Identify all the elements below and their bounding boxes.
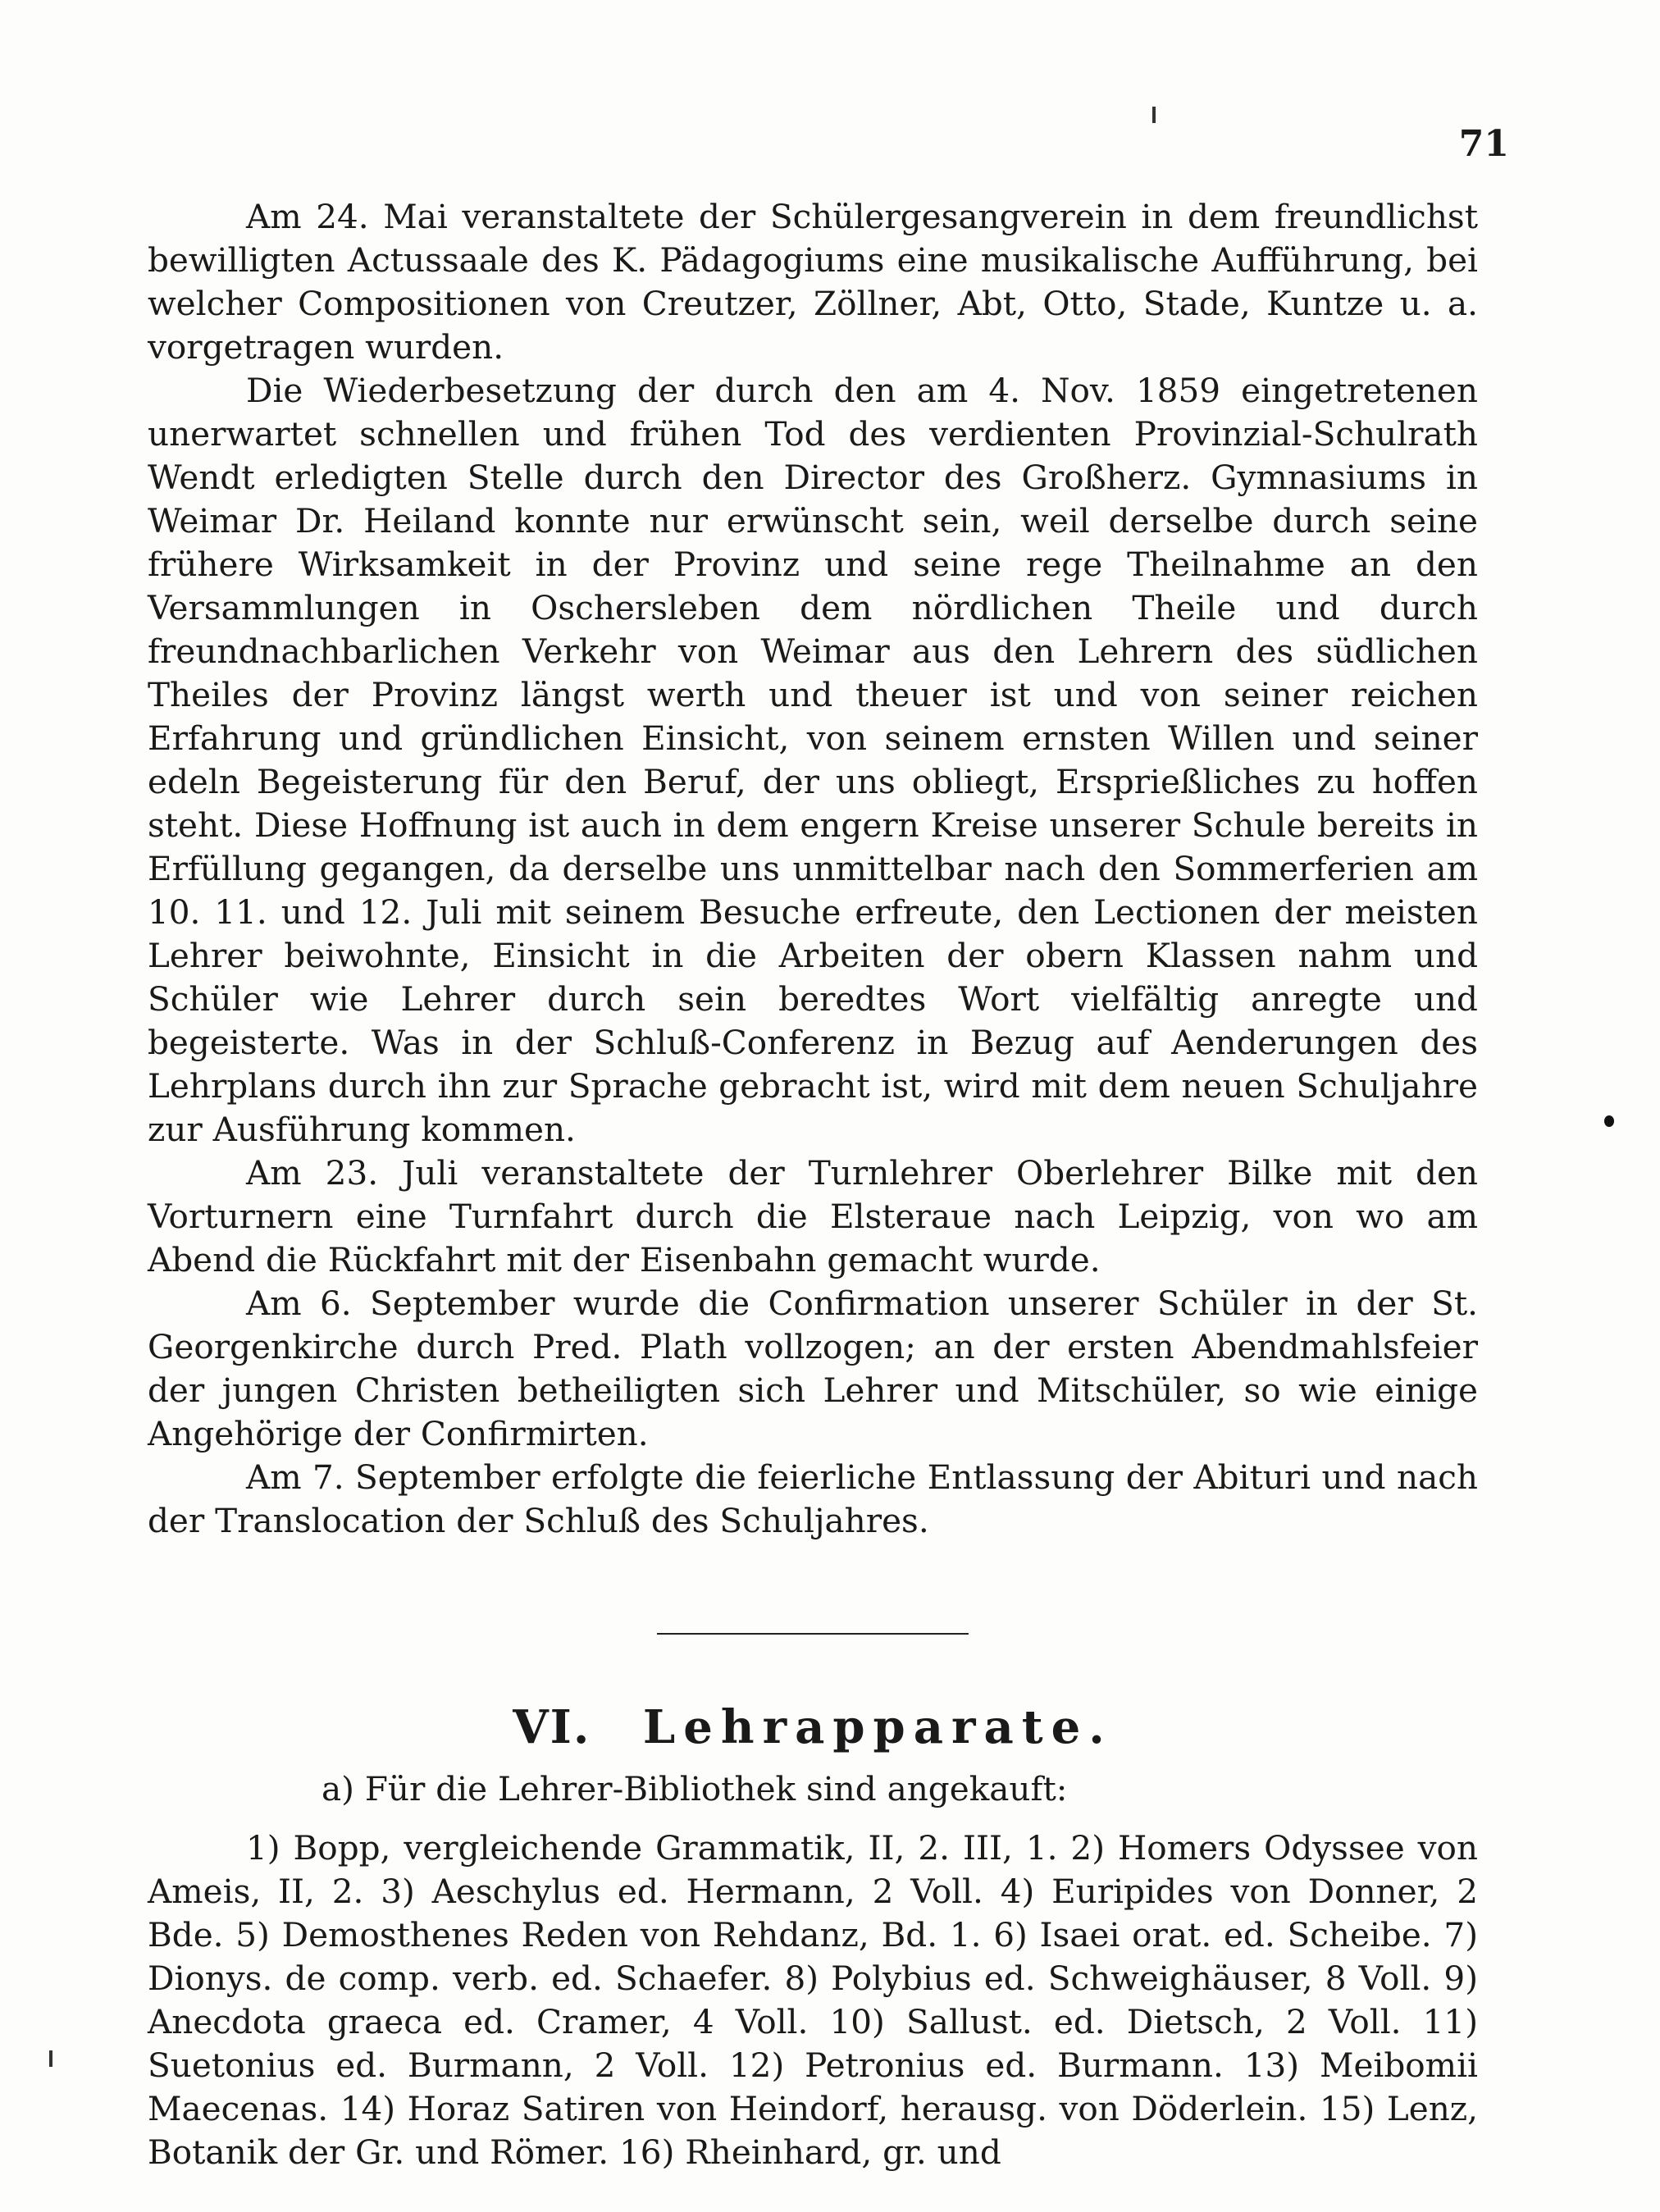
ink-mark-bottom	[49, 2050, 52, 2067]
section-divider	[657, 1633, 969, 1635]
ink-spot	[1604, 1115, 1614, 1127]
paragraph-appointment: Die Wiederbesetzung der durch den am 4. Nov. 1859 eingetretenen unerwartet schnellen und frühen Tod des verdienten Provinzial-Schulrath Wendt erledigten Stelle durch den Director des Großherz. Gymnasiums in Weimar Dr. Heiland konnte nur erwünscht sein, weil derselbe durch seine frühere Wirksamkeit in der Provinz und seine rege Theilnahme an den Versammlungen in Oschersleben dem nördlichen Theile und durch freundnachbarlichen Verkehr von Weimar aus den Lehrern des südlichen Theiles der Provinz längst werth und theuer ist und von seiner reichen Erfahrung und gründlichen Einsicht, von seinem ernsten Willen und seiner edeln Begeisterung für den Beruf, der uns obliegt, Ersprießliches zu hoffen steht. Diese Hoffnung ist auch in dem engern Kreise unserer Schule bereits in Erfüllung gegangen, da derselbe uns unmittelbar nach den Sommerferien am 10. 11. und 12. Juli mit seinem Besuche erfreute, den Lectionen der meisten Lehrer beiwohnte, Einsicht in die Arbeiten der obern Klassen nahm und Schüler wie Lehrer durch sein beredtes Wort vielfältig anregte und begeisterte. Was in der Schluß-Conferenz in Bezug auf Aenderungen des Lehrplans durch ihn zur Sprache gebracht ist, wird mit dem neuen Schuljahre zur Ausführung kommen.	[148, 371, 1478, 1149]
paragraph-gymnastics-trip: Am 23. Juli veranstaltete der Turnlehrer Oberlehrer Bilke mit den Vorturnern eine Turnfahrt durch die Elsteraue nach Leipzig, von wo am Abend die Rückfahrt mit der Eisenbahn gemacht wurde.	[148, 1153, 1478, 1279]
ink-mark-top	[1152, 107, 1156, 123]
page-content	[148, 195, 1478, 2174]
page-number: 71	[1458, 123, 1509, 165]
acquisitions-list: 1) Bopp, vergleichende Grammatik, II, 2. III, 1. 2) Homers Odyssee von Ameis, II, 2. 3) Aeschylus ed. Hermann, 2 Voll. 4) Euripides von Donner, 2 Bde. 5) Demosthenes Reden von Rehdanz, Bd. 1. 6) Isaei orat. ed. Scheibe. 7) Dionys. de comp. verb. ed. Schaefer. 8) Polybius ed. Schweighäuser, 8 Voll. 9) Anecdota graeca ed. Cramer, 4 Voll. 10) Sallust. ed. Dietsch, 2 Voll. 11) Suetonius ed. Burmann, 2 Voll. 12) Petronius ed. Burmann. 13) Meibomii Maecenas. 14) Horaz Satiren von Heindorf, herausg. von Döderlein. 15) Lenz, Botanik der Gr. und Römer. 16) Rheinhard, gr. und	[148, 1828, 1478, 2172]
section-title: Lehrapparate.	[642, 1700, 1113, 1754]
section-numeral: VI.	[513, 1700, 591, 1754]
paragraph-concert: Am 24. Mai veranstaltete der Schülergesangverein in dem freundlichst bewilligten Actussaale des K. Pädagogiums eine musikalische Aufführung, bei welcher Compositionen von Creutzer, Zöllner, Abt, Otto, Stade, Kuntze u. a. vorgetragen wurden.	[148, 197, 1478, 367]
paragraph-confirmation: Am 6. September wurde die Confirmation unserer Schüler in der St. Georgenkirche durch Pred. Plath vollzogen; an der ersten Abendmahlsfeier der jungen Christen betheiligten sich Lehrer und Mitschüler, so wie einige Angehörige der Confirmirten.	[148, 1284, 1478, 1453]
paragraph-school-year-end: Am 7. September erfolgte die feierliche Entlassung der Abituri und nach der Translocation der Schluß des Schuljahres.	[148, 1457, 1478, 1540]
section-heading	[148, 1699, 1478, 1756]
section-subheading: a) Für die Lehrer-Bibliothek sind angekauft:	[322, 1769, 1068, 1808]
